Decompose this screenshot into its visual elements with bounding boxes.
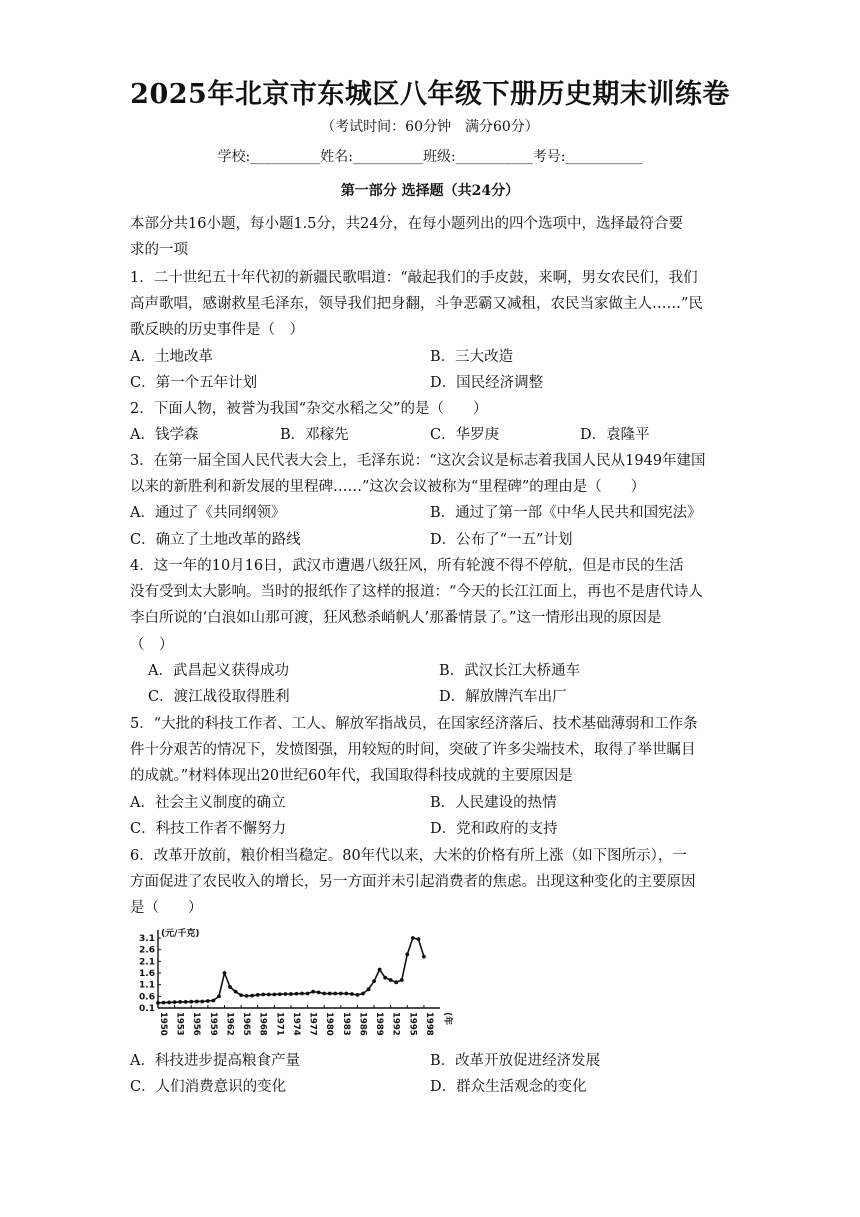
data-point [306, 992, 310, 996]
data-point [361, 992, 365, 996]
x-tick-label: 1974 [290, 1012, 301, 1036]
option-b: B．三大改造 [430, 348, 514, 365]
option-a: A．土地改革 [130, 348, 213, 365]
question-6-options [130, 1048, 730, 1100]
data-point [162, 1001, 166, 1005]
option-b: B．人民建设的热情 [430, 794, 557, 811]
data-point [256, 993, 260, 997]
data-point [156, 1001, 160, 1005]
data-point [167, 1001, 171, 1005]
question-stem-line: 4．这一年的10月16日，武汉市遭遇八级狂风，所有轮渡不得不停航，但是市民的生活 [130, 558, 684, 574]
x-tick-label: 1989 [374, 1012, 385, 1036]
question-stem-line: 没有受到太大影响。当时的报纸作了这样的报道：“今天的长江江面上，再也不是唐代诗人 [130, 584, 703, 601]
x-tick-label: 1959 [207, 1012, 218, 1036]
data-point [322, 992, 326, 996]
data-point [389, 978, 393, 982]
data-point [178, 1000, 182, 1004]
section-title: 第一部分 选择题（共24分） [340, 183, 520, 199]
y-tick-label: 1.6 [139, 969, 155, 979]
rice-price-chart [130, 922, 460, 1040]
option-a: A．钱学森 [130, 427, 199, 444]
question-stem-line: 2．下面人物，被誉为我国“杂交水稻之父”的是（ ） [130, 401, 488, 417]
option-c: C．确立了土地改革的路线 [130, 531, 301, 548]
question-stem-line: 6．改革开放前，粮价相当稳定。80年代以来，大米的价格有所上涨（如下图所示），一 [130, 848, 687, 864]
data-point [422, 955, 426, 959]
y-tick-label: 2.1 [139, 957, 155, 968]
data-point [344, 992, 348, 996]
option-c: C．华罗庚 [430, 427, 500, 444]
question-stem-line: （ ） [130, 636, 174, 653]
data-point [245, 994, 249, 998]
option-c: C．科技工作者不懈努力 [130, 820, 287, 837]
data-point [189, 1000, 193, 1004]
option-c: C．人们消费意识的变化 [130, 1079, 287, 1096]
option-d: D．国民经济调整 [430, 374, 544, 391]
data-point [200, 1000, 204, 1004]
data-point [272, 993, 276, 997]
data-point [217, 994, 221, 998]
x-tick-label: 1950 [158, 1012, 168, 1036]
x-tick-label: 1962 [224, 1012, 235, 1036]
option-a: A．武昌起义获得成功 [148, 662, 289, 679]
option-b: B．改革开放促进经济发展 [430, 1053, 601, 1069]
question-3 [130, 448, 730, 553]
x-tick-label: 1965 [241, 1012, 252, 1036]
option-d: D．党和政府的支持 [430, 820, 558, 837]
x-tick-label: 1980 [324, 1012, 335, 1036]
question-stem-line: 的成就。”材料体现出20世纪60年代，我国取得科技成就的主要原因是 [130, 768, 574, 785]
question-stem-line: 方面促进了农民收入的增长，另一方面并未引起消费者的焦虑。出现这种变化的主要原因 [130, 874, 696, 891]
x-tick-label: 1971 [274, 1012, 285, 1036]
data-point [367, 987, 371, 991]
question-stem-line: 高声歌唱，感谢救星毛泽东，领导我们把身翻，斗争恶霸又减租，农民当家做主人……”民 [130, 296, 703, 313]
option-d: D．袁隆平 [580, 427, 650, 444]
x-tick-label: 1995 [407, 1012, 418, 1036]
instructions [130, 211, 730, 263]
data-point [223, 971, 227, 975]
data-point [356, 993, 360, 997]
data-point [261, 993, 265, 997]
option-b: B．通过了第一部《中华人民共和国宪法》 [430, 505, 702, 522]
option-b: B．武汉长江大桥通车 [439, 662, 581, 679]
student-info-line: 学校:__________姓名:__________班级:___________考号:___________ [217, 149, 643, 165]
data-point [284, 992, 288, 996]
y-tick-label: 0.1 [139, 1004, 155, 1014]
x-tick-label: 1968 [257, 1012, 268, 1036]
instructions-line: 求的一项 [130, 242, 188, 259]
x-axis-label: (年 [442, 1012, 452, 1026]
y-tick-label: 2.6 [139, 945, 155, 956]
data-point [339, 992, 343, 996]
y-tick-label: 1.1 [139, 980, 155, 991]
x-tick-label: 1983 [340, 1012, 351, 1036]
option-b: B．邓稼先 [280, 427, 349, 444]
option-a: A．通过了《共同纲领》 [130, 505, 286, 522]
data-point [278, 992, 282, 996]
x-tick-label: 1956 [191, 1012, 202, 1036]
question-stem-line: 以来的新胜利和新发展的里程碑……”这次会议被称为“里程碑”的理由是（ ） [130, 479, 646, 496]
x-tick-label: 1992 [390, 1012, 401, 1036]
data-point [184, 1000, 188, 1004]
x-tick-label: 1986 [357, 1012, 368, 1036]
data-point [350, 992, 354, 996]
data-point [250, 994, 254, 998]
exam-subtitle: （考试时间：60分钟 满分60分） [321, 119, 539, 135]
option-a: A．社会主义制度的确立 [130, 794, 286, 811]
data-point [411, 936, 415, 940]
option-d: D．群众生活观念的变化 [430, 1079, 587, 1096]
option-a: A．科技进步提高粮食产量 [130, 1053, 300, 1069]
question-5 [130, 711, 730, 842]
x-tick-label: 1953 [174, 1012, 185, 1036]
x-tick-label: 1998 [423, 1012, 434, 1036]
data-point [378, 968, 382, 972]
question-2 [130, 396, 730, 448]
data-point [394, 980, 398, 984]
data-point [289, 992, 293, 996]
question-stem-line: 3．在第一届全国人民代表大会上，毛泽东说：“这次会议是标志着我国人民从1949年建国 [130, 453, 706, 469]
question-4 [130, 553, 730, 710]
question-stem-line: 件十分艰苦的情况下，发愤图强，用较短的时间，突破了许多尖端技术，取得了举世瞩目 [130, 742, 696, 759]
y-tick-label: 3.1 [139, 934, 155, 944]
y-axis-label: (元/千克) [161, 929, 200, 939]
instructions-line: 本部分共16小题，每小题1.5分，共24分，在每小题列出的四个选项中，选择最符合要 [130, 216, 683, 232]
y-tick-label: 0.6 [139, 992, 155, 1003]
question-stem-line: 歌反映的历史事件是（ ） [130, 322, 304, 339]
chart-plot [139, 927, 454, 1036]
exam-title: 2025年北京市东城区八年级下册历史期末训练卷 [130, 79, 730, 110]
data-point [405, 952, 409, 956]
data-point [416, 937, 420, 941]
data-point [239, 993, 243, 997]
option-d: D．公布了“一五”计划 [430, 531, 573, 548]
question-stem-line: 1．二十世纪五十年代初的新疆民歌唱道：“敲起我们的手皮鼓，来啊，男女农民们，我们 [130, 270, 698, 286]
data-point [195, 1000, 199, 1004]
data-point [311, 990, 315, 994]
data-point [383, 976, 387, 980]
question-stem-line: 是（ ） [130, 900, 203, 917]
data-point [267, 993, 271, 997]
data-point [234, 990, 238, 994]
data-point [328, 992, 332, 996]
data-point [333, 992, 337, 996]
question-6 [130, 843, 730, 922]
x-tick-label: 1977 [307, 1012, 318, 1036]
data-point [372, 979, 376, 983]
data-point [228, 985, 232, 989]
question-stem-line: 5．“大批的科技工作者、工人、解放军指战员，在国家经济落后、技术基础薄弱和工作条 [130, 716, 698, 732]
data-point [317, 990, 321, 994]
option-d: D．解放牌汽车出厂 [439, 689, 567, 706]
data-point [400, 978, 404, 982]
option-c: C．渡江战役取得胜利 [148, 689, 290, 706]
data-point [300, 992, 304, 996]
question-stem-line: 李白所说的‘白浪如山那可渡，狂风愁杀峭帆人’那番情景了。”这一情形出现的原因是 [130, 610, 662, 627]
data-point [206, 999, 210, 1003]
data-point [173, 1000, 177, 1004]
data-point [295, 992, 299, 996]
question-1 [130, 265, 730, 396]
data-point [212, 999, 216, 1003]
option-c: C．第一个五年计划 [130, 374, 258, 391]
